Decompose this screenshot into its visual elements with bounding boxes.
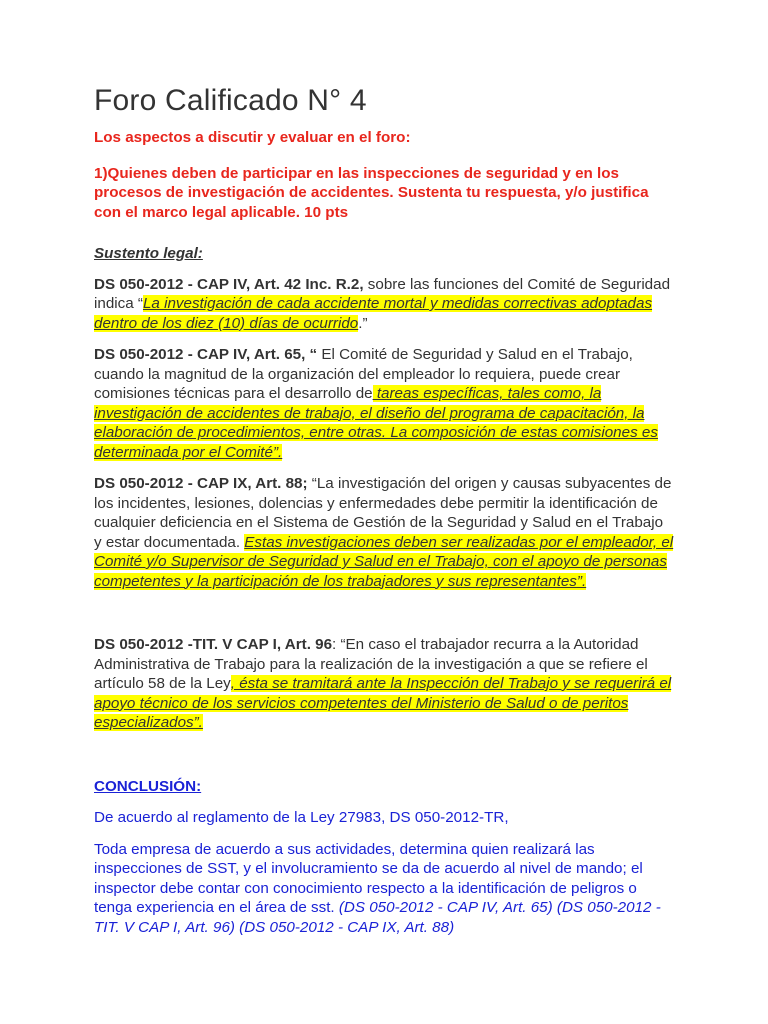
legal-ref: DS 050-2012 - CAP IX, Art. 88; xyxy=(94,475,308,492)
conclusion-heading: CONCLUSIÓN: xyxy=(94,777,202,795)
spacer xyxy=(94,745,674,777)
forum-subtitle: Los aspectos a discutir y evaluar en el foro: xyxy=(94,129,411,146)
legal-ref: DS 050-2012 -TIT. V CAP I, Art. 96 xyxy=(94,636,333,653)
highlighted-text: Estas investigaciones deben ser realizadas por el empleador, el Comité y/o Supervisor de Seguridad y Salud en el Trabajo, con el apoyo de personas competentes y la participación de los trabajadores y sus representantes”. xyxy=(94,533,674,590)
page-title: Foro Calificado N° 4 xyxy=(94,84,367,117)
highlighted-text: La investigación de cada accidente mortal y medidas correctivas adoptadas dentro de los diez (10) días de ocurrido xyxy=(94,295,653,332)
legal-paragraph-art65 xyxy=(94,345,674,462)
paragraph-text: sobre las funciones del Comité de Seguridad indica “ xyxy=(94,275,671,312)
question-1: 1)Quienes deben de participar en las inspecciones de seguridad y en los procesos de investigación de accidentes. Sustenta tu respuesta, y/o justifica con el marco legal aplicable. 10 pts xyxy=(94,164,649,221)
legal-paragraph-art42 xyxy=(94,275,674,334)
legal-ref: DS 050-2012 - CAP IV, Art. 42 Inc. R.2, xyxy=(94,275,364,293)
legal-ref: DS 050-2012 - CAP IV, Art. 65, “ xyxy=(94,346,318,363)
paragraph-text: El Comité de Seguridad y Salud en el Trabajo, cuando la magnitud de la organización del empleador lo requiera, puede crear comisiones técnicas para el desarrollo de xyxy=(94,346,633,402)
paragraph-text: “La investigación del origen y causas subyacentes de los incidentes, lesiones, dolencias y enfermedades debe permitir la identificación de cualquier deficiencia en el Sistema de Gestión de la Seguridad y Salud en el Trabajo y estar documentada. xyxy=(94,475,672,551)
document-page xyxy=(94,84,674,949)
spacer xyxy=(94,603,674,635)
conclusion-line-1: De acuerdo al reglamento de la Ley 27983, DS 050-2012-TR, xyxy=(94,809,509,826)
legal-paragraph-art96 xyxy=(94,635,674,733)
paragraph-tail: .” xyxy=(358,314,368,332)
conclusion-paragraph xyxy=(94,840,674,938)
highlighted-text: tareas específicas, tales como, la investigación de accidentes de trabajo, el diseño del programa de capacitación, la elaboración de procedimientos, entre otras. La composición de estas comisiones es determinada por el Comité”. xyxy=(94,385,658,461)
sustento-legal-heading: Sustento legal: xyxy=(94,245,203,262)
highlighted-text: , ésta se tramitará ante la Inspección del Trabajo y se requerirá el apoyo técnico de los servicios competentes del Ministerio de Salud o de peritos especializados”. xyxy=(94,675,672,731)
conclusion-text: Toda empresa de acuerdo a sus actividades, determina quien realizará las inspecciones de SST, y el involucramiento se da de acuerdo al nivel de mando; el inspector debe contar con conocimiento respecto a la identificación de peligros o tenga experiencia en el área de sst. xyxy=(94,840,643,916)
paragraph-text: : “En caso el trabajador recurra a la Autoridad Administrativa de Trabajo para la realización de la investigación a que se refiere el artículo 58 de la Ley xyxy=(94,636,648,692)
legal-paragraph-art88 xyxy=(94,474,674,591)
conclusion-refs: (DS 050-2012 - CAP IV, Art. 65) (DS 050-2012 -TIT. V CAP I, Art. 96) (DS 050-2012 - CAP IX, Art. 88) xyxy=(94,899,661,936)
